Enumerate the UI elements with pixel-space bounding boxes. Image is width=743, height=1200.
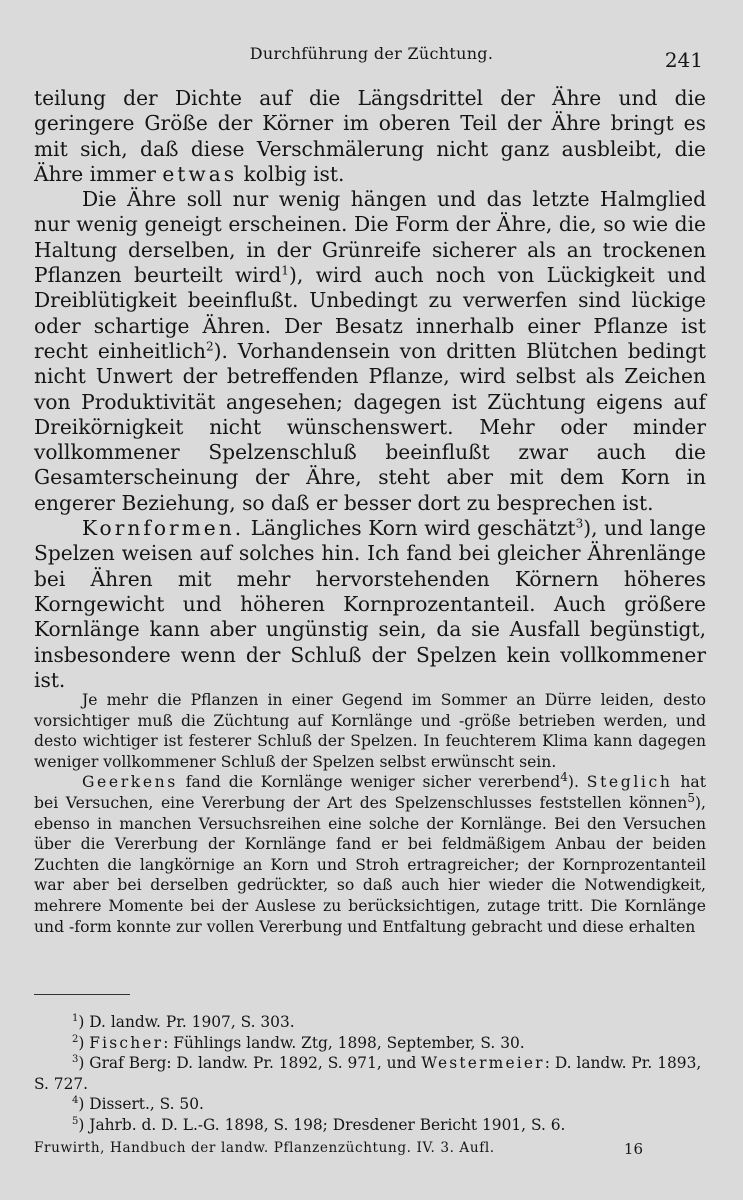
sheet-number: 16 — [623, 1140, 643, 1158]
printer-signature: Fruwirth, Handbuch der landw. Pflanzenzüchtung. IV. 3. Aufl. — [34, 1140, 495, 1156]
emphasis-etwas: etwas — [162, 161, 238, 186]
footnote-ref-4: 4 — [560, 770, 568, 785]
footnote-ref-3: 3 — [575, 516, 584, 531]
running-title: Durchführung der Züchtung. — [249, 44, 494, 63]
footnote-rule — [34, 994, 130, 995]
footnote-2-number: 2 — [72, 1033, 79, 1045]
footnote-3-author: Westermeier — [421, 1054, 545, 1073]
author-geerkens: Geerkens — [82, 773, 178, 792]
small-print-text — [34, 690, 706, 937]
paragraph-3-text-a: Längliches Korn wird geschätzt — [244, 516, 576, 541]
paragraph-1-end: kolbig ist. — [237, 161, 345, 186]
paragraph-1-text: teilung der Dichte auf die Längsdrittel der Ähre und die geringere Größe der Körner im oberen Teil der Ähre bringt es mit sich, daß diese Verschmälerung nicht ganz ausbleibt, die Ähre immer — [34, 86, 706, 186]
footnote-1-text: ) D. landw. Pr. 1907, S. 303. — [78, 1013, 295, 1031]
footnote-1 — [34, 1012, 706, 1033]
footnote-2-author: Fischer — [89, 1033, 164, 1052]
paragraph-3 — [34, 516, 706, 693]
paragraph-2-text-c: ). Vorhandensein von dritten Blütchen bedingt nicht Unwert der betreffenden Pflanze, wird selbst als Zeichen von Produktivität angesehen; dagegen ist Züchtung eigens auf Dreikörnigkeit nicht wünschenswert. Mehr oder minder vollkommener Spelzenschluß beeinflußt zwar auch die Gesamterscheinung der Ähre, steht aber mit dem Korn in engerer Beziehung, so daß er besser dort zu besprechen ist. — [34, 338, 707, 515]
section-heading-kornformen: Kornformen. — [82, 516, 245, 541]
footnote-ref-1: 1 — [281, 263, 289, 278]
footnote-3-text-b: : D. landw. Pr. 1893, S. 727. — [34, 1054, 702, 1093]
footnote-5-number: 5 — [72, 1115, 79, 1127]
small-paragraph-2-text-c: hat bei Versuchen, eine Vererbung der Art des Spelzenschlusses feststellen können — [34, 773, 706, 812]
small-paragraph-1: Je mehr die Pflanzen in einer Gegend im Sommer an Dürre leiden, desto vorsichtiger muß die Züchtung auf Kornlänge und -größe betrieben werden, und desto wichtiger ist festerer Schluß der Spelzen. In feuchterem Klima kann dagegen weniger vollkommener Schluß der Spelzen selbst erwünscht sein. — [34, 691, 706, 771]
author-steglich: Steglich — [586, 773, 673, 792]
small-paragraph-2-text-d: ), ebenso in manchen Versuchsreihen eine solche der Kornlänge. Bei den Versuchen über die Vererbung der Kornlänge fand er bei feldmäßigem Anbau der beiden Zuchten die langkörnige an Korn und Stroh ertragreicher; der Kornprozentanteil war aber bei derselben gedrückter, so daß auch hier wieder die Notwendigkeit, mehrere Momente bei der Auslese zu berücksichtigen, zutage tritt. Die Kornlänge und -form konnte zur vollen Vererbung und Entfaltung gebracht und diese erhalten — [34, 793, 706, 936]
footnote-3 — [34, 1053, 706, 1094]
footnote-4 — [34, 1094, 706, 1115]
running-head — [40, 40, 703, 70]
footnote-4-number: 4 — [72, 1095, 79, 1107]
footnote-4-text: ) Dissert., S. 50. — [78, 1095, 204, 1114]
paragraph-2-text-b: ), wird auch noch von Lückigkeit und Dreiblütigkeit beeinflußt. Unbedingt zu verwerfen sind lückige oder schartige Ähren. Der Besatz innerhalb einer Pflanze ist recht einheitlich — [34, 263, 707, 363]
footnote-5 — [34, 1115, 706, 1136]
footnote-ref-2: 2 — [206, 339, 214, 354]
footnote-2: $^2$) Fischer: Fühlings landw. Ztg, 1898, September, S. 30. — [72, 1033, 525, 1052]
small-paragraph-2 — [34, 772, 706, 937]
footnote-3-number: 3 — [72, 1054, 79, 1066]
footnote-2-text: : Fühlings landw. Ztg, 1898, September, S. 30. — [163, 1033, 525, 1052]
footnote-5-text: ) Jahrb. d. D. L.-G. 1898, S. 198; Dresdener Bericht 1901, S. 6. — [78, 1115, 566, 1134]
small-paragraph-2-text-a: fand die Kornlänge weniger sicher vererbend — [177, 773, 561, 792]
paragraph-2 — [34, 187, 706, 516]
footnote-1-number: 1 — [72, 1012, 79, 1024]
paragraph-3-text-b: ), und lange Spelzen weisen auf solches hin. Ich fand bei gleicher Ährenlänge bei Ähren mit mehr hervorstehenden Körnern höheres Korngewicht und höheren Kornprozentanteil. Auch größere Kornlänge kann aber ungünstig sein, da sie Ausfall begünstigt, insbesondere wenn der Schluß der Spelzen kein vollkommener ist. — [34, 516, 706, 692]
footnote-3-text-a: ) Graf Berg: D. landw. Pr. 1892, S. 971, und — [78, 1054, 422, 1073]
paragraph-1 — [34, 86, 706, 187]
small-paragraph-2-text-b: ). — [567, 773, 587, 792]
footnote-ref-5: 5 — [687, 790, 695, 805]
paragraph-2-text-a: Die Ähre soll nur wenig hängen und das letzte Halmglied nur wenig geneigt erscheinen. Die Form der Ähre, die, so wie die Haltung derselben, in der Grünreife sicherer als an trockenen Pflanzen beurteilt wird — [34, 187, 706, 288]
footnotes — [34, 1012, 706, 1136]
main-text — [34, 86, 706, 693]
page-number: 241 — [664, 48, 703, 72]
